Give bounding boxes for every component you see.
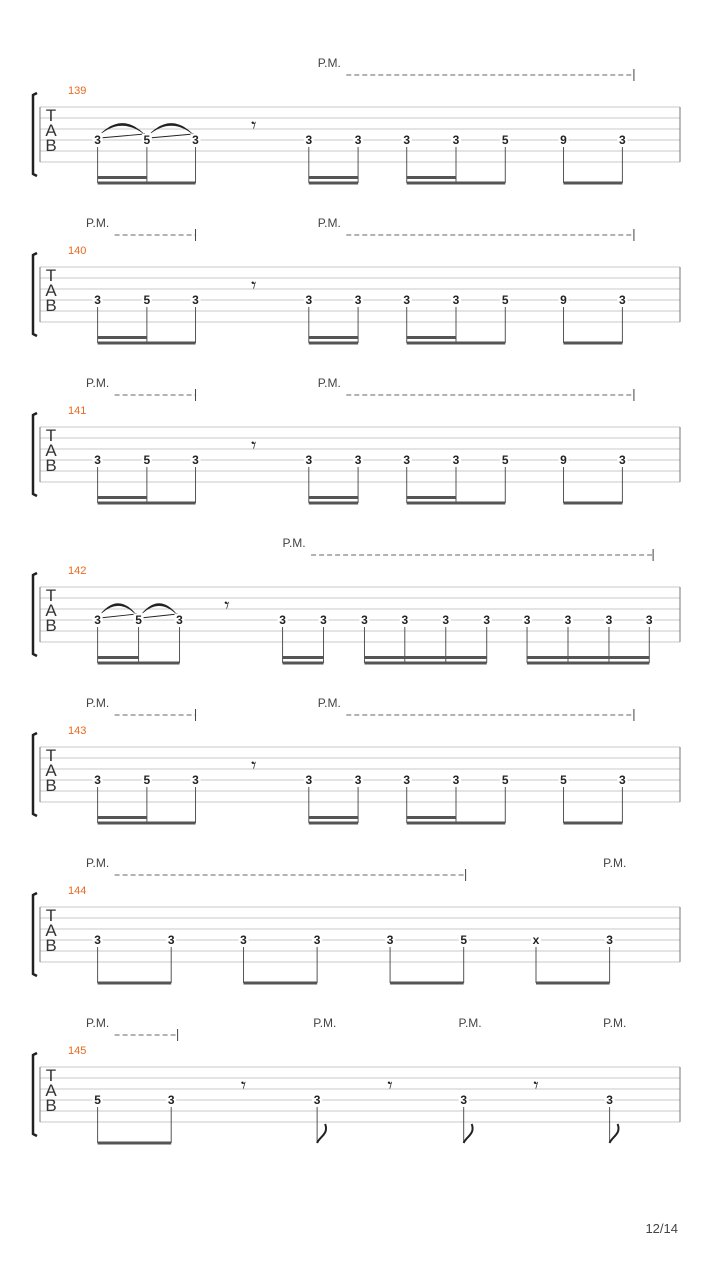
measure-number: 145	[68, 1045, 87, 1057]
system-bracket	[33, 1053, 37, 1136]
palm-mute-label: P.M.	[86, 856, 110, 870]
fret-number: 9	[560, 133, 567, 147]
system-bracket	[33, 93, 37, 176]
slide-line	[100, 134, 145, 138]
tab-clef-letter: T	[45, 906, 57, 925]
palm-mute-label: P.M.	[313, 1016, 337, 1030]
fret-number: 3	[403, 133, 411, 147]
system-bracket	[33, 413, 37, 496]
tie-arc	[102, 124, 143, 134]
beam	[98, 342, 196, 345]
fret-number: 3	[192, 453, 199, 467]
fret-number: 3	[460, 1093, 468, 1107]
fret-number: x	[532, 933, 540, 947]
tab-clef-letter: A	[45, 1081, 57, 1100]
beam	[536, 982, 610, 985]
fret-number: 3	[320, 613, 327, 627]
beam-secondary	[407, 496, 456, 499]
eighth-rest: 𝄾	[533, 1075, 539, 1097]
tab-clef-letter: A	[45, 441, 57, 460]
fret-number: 3	[619, 773, 626, 787]
fret-number: 3	[313, 1093, 321, 1107]
fret-number: 3	[305, 293, 313, 307]
fret-number: 3	[240, 933, 247, 947]
fret-number: 3	[605, 613, 613, 627]
tab-clef-letter: T	[45, 426, 57, 445]
beam-secondary	[283, 656, 324, 659]
tab-clef-letter: A	[45, 601, 57, 620]
tab-clef-letter: A	[45, 281, 57, 300]
beam-secondary	[98, 496, 147, 499]
tab-clef-letter: T	[45, 106, 57, 125]
fret-number: 5	[501, 133, 509, 147]
fret-number: 3	[305, 133, 313, 147]
fret-number: 5	[135, 613, 142, 627]
fret-number: 9	[560, 293, 567, 307]
fret-number: 3	[354, 133, 362, 147]
fret-number: 3	[94, 933, 101, 947]
palm-mute-label: P.M.	[86, 376, 110, 390]
fret-number: 5	[501, 293, 509, 307]
beam	[564, 342, 623, 345]
measure-number: 142	[68, 565, 87, 577]
fret-number: 3	[452, 773, 460, 787]
eighth-rest: 𝄾	[387, 1075, 393, 1097]
fret-number: 3	[403, 773, 411, 787]
beam-secondary	[98, 656, 139, 659]
fret-number: 5	[94, 1093, 101, 1107]
fret-number: 3	[94, 613, 101, 627]
beam	[98, 822, 196, 825]
tab-clef-letter: T	[45, 1066, 57, 1085]
tab-clef-letter: A	[45, 761, 57, 780]
beam-secondary	[527, 656, 649, 659]
palm-mute-label: P.M.	[86, 216, 110, 230]
fret-number: 3	[523, 613, 531, 627]
system-bracket	[33, 573, 37, 656]
beam-secondary	[98, 816, 147, 819]
fret-number: 5	[143, 133, 151, 147]
beam	[564, 182, 623, 185]
tab-clef-letter: B	[45, 936, 57, 955]
beam	[564, 822, 623, 825]
beam-secondary	[309, 816, 358, 819]
fret-number: 3	[564, 613, 572, 627]
fret-number: 5	[143, 773, 151, 787]
fret-number: 3	[192, 773, 199, 787]
fret-number: 3	[401, 613, 409, 627]
tie-arc	[143, 604, 176, 614]
eighth-rest: 𝄾	[251, 115, 257, 137]
measure-number: 144	[68, 885, 87, 897]
palm-mute-label: P.M.	[458, 1016, 482, 1030]
fret-number: 3	[354, 773, 362, 787]
beam-secondary	[364, 656, 486, 659]
fret-number: 9	[560, 453, 567, 467]
palm-mute-label: P.M.	[282, 536, 306, 550]
fret-number: 3	[167, 1093, 175, 1107]
system-bracket	[33, 893, 37, 976]
fret-number: 3	[619, 293, 626, 307]
palm-mute-label: P.M.	[317, 696, 341, 710]
beam	[98, 182, 196, 185]
beam	[98, 1142, 172, 1145]
tie-arc	[151, 124, 192, 134]
beam-secondary	[98, 176, 147, 179]
fret-number: 3	[452, 293, 460, 307]
measure-number: 139	[68, 85, 87, 97]
beam-secondary	[98, 336, 147, 339]
tab-clef-letter: B	[45, 456, 57, 475]
fret-number: 5	[143, 453, 151, 467]
beam	[527, 662, 649, 665]
fret-number: 3	[94, 293, 101, 307]
slide-line	[149, 134, 194, 138]
note-flag	[610, 1124, 619, 1143]
fret-number: 5	[460, 933, 468, 947]
tab-clef-letter: B	[45, 1096, 57, 1115]
eighth-rest: 𝄾	[240, 1075, 247, 1097]
tab-clef-letter: A	[45, 121, 57, 140]
tab-clef-letter: B	[45, 136, 57, 155]
fret-number: 3	[452, 133, 460, 147]
palm-mute-label: P.M.	[603, 1016, 627, 1030]
beam	[407, 182, 506, 185]
palm-mute-label: P.M.	[86, 1016, 110, 1030]
tie-arc	[102, 604, 135, 614]
fret-number: 3	[313, 933, 321, 947]
tab-clef-letter: T	[45, 586, 57, 605]
beam	[309, 182, 358, 185]
beam-secondary	[407, 816, 456, 819]
beam-secondary	[407, 176, 456, 179]
tab-clef-letter: T	[45, 266, 57, 285]
beam	[407, 342, 506, 345]
tab-clef-letter: T	[45, 746, 57, 765]
eighth-rest: 𝄾	[224, 595, 230, 617]
palm-mute-label: P.M.	[317, 376, 341, 390]
fret-number: 3	[452, 453, 460, 467]
note-flag	[317, 1124, 326, 1143]
fret-number: 3	[354, 293, 362, 307]
fret-number: 3	[279, 613, 286, 627]
beam	[407, 822, 506, 825]
fret-number: 3	[305, 453, 313, 467]
beam	[364, 662, 486, 665]
fret-number: 3	[94, 773, 101, 787]
beam	[98, 982, 172, 985]
beam	[309, 822, 358, 825]
fret-number: 3	[305, 773, 313, 787]
fret-number: 3	[606, 1093, 613, 1107]
palm-mute-label: P.M.	[603, 856, 627, 870]
slide-line	[100, 614, 137, 618]
beam	[309, 342, 358, 345]
fret-number: 3	[192, 293, 199, 307]
palm-mute-label: P.M.	[86, 696, 110, 710]
fret-number: 3	[386, 933, 394, 947]
fret-number: 5	[560, 773, 567, 787]
beam	[390, 982, 464, 985]
fret-number: 3	[361, 613, 368, 627]
fret-number: 3	[403, 293, 411, 307]
fret-number: 3	[94, 133, 101, 147]
tab-clef-letter: B	[45, 776, 57, 795]
beam	[98, 502, 196, 505]
fret-number: 3	[94, 453, 101, 467]
beam-secondary	[309, 496, 358, 499]
tab-clef-letter: B	[45, 296, 57, 315]
beam-secondary	[309, 176, 358, 179]
system-bracket	[33, 733, 37, 816]
fret-number: 3	[176, 613, 183, 627]
beam	[244, 982, 318, 985]
eighth-rest: 𝄾	[251, 755, 257, 777]
tab-clef-letter: B	[45, 616, 57, 635]
beam-secondary	[309, 336, 358, 339]
beam	[98, 662, 180, 665]
fret-number: 3	[619, 133, 626, 147]
fret-number: 3	[606, 933, 613, 947]
fret-number: 5	[143, 293, 151, 307]
beam	[309, 502, 358, 505]
beam	[283, 662, 324, 665]
palm-mute-label: P.M.	[317, 216, 341, 230]
measure-number: 140	[68, 245, 87, 257]
fret-number: 3	[619, 453, 626, 467]
note-flag	[464, 1124, 473, 1143]
measure-number: 143	[68, 725, 87, 737]
measure-number: 141	[68, 405, 87, 417]
fret-number: 3	[354, 453, 362, 467]
fret-number: 3	[645, 613, 653, 627]
fret-number: 3	[167, 933, 175, 947]
slide-line	[141, 614, 178, 618]
eighth-rest: 𝄾	[251, 435, 257, 457]
eighth-rest: 𝄾	[251, 275, 257, 297]
fret-number: 5	[501, 773, 509, 787]
fret-number: 3	[483, 613, 491, 627]
palm-mute-label: P.M.	[317, 56, 341, 70]
beam	[564, 502, 623, 505]
fret-number: 3	[192, 133, 199, 147]
fret-number: 3	[442, 613, 450, 627]
beam	[407, 502, 506, 505]
page-number: 12/14	[645, 1221, 678, 1236]
beam-secondary	[407, 336, 456, 339]
system-bracket	[33, 253, 37, 336]
fret-number: 3	[403, 453, 411, 467]
tab-clef-letter: A	[45, 921, 57, 940]
fret-number: 5	[501, 453, 509, 467]
